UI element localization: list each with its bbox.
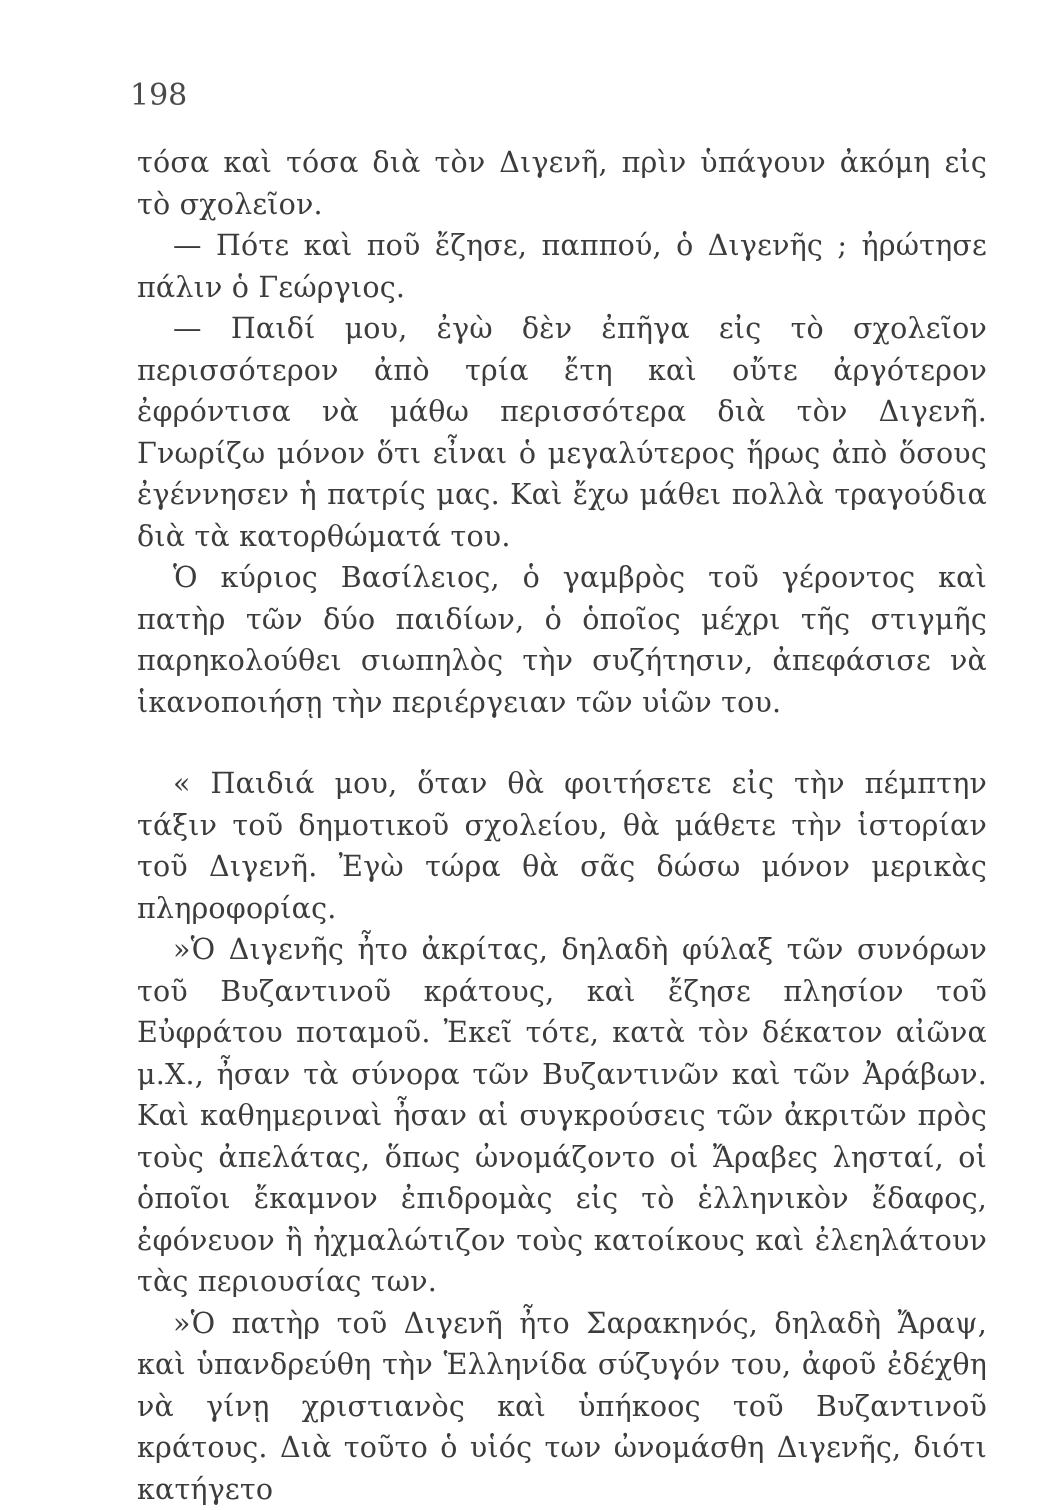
paragraph-digenis-akritas: »Ὁ Διγενῆς ἦτο ἀκρίτας, δηλαδὴ φύλαξ τῶν συνόρων τοῦ Βυζαντινοῦ κράτους, καὶ ἔζησε πλησίον τοῦ Εὐφράτου ποταμοῦ. Ἐκεῖ τότε, κατὰ τὸν δέκατον αἰῶνα μ.Χ., ἦσαν τὰ σύνορα τῶν Βυζαντινῶν καὶ τῶν Ἀράβων. Καὶ καθημεριναὶ ἦσαν αἱ συγκρούσεις τῶν ἀκριτῶν πρὸς τοὺς ἀπελάτας, ὅπως ὠνομάζοντο οἱ Ἄραβες λησταί, οἱ ὁποῖοι ἔκαμνον ἐπιδρομὰς εἰς τὸ ἑλληνικὸν ἔδαφος, ἐφόνευον ἢ ἠχμαλώτιζον τοὺς κατοίκους καὶ ἐλεηλάτουν τὰς περιουσίας των.: [137, 929, 987, 1303]
paragraph-grandfather-answer: — Παιδί μου, ἐγὼ δὲν ἐπῆγα εἰς τὸ σχολεῖον περισσότερον ἀπὸ τρία ἔτη καὶ οὔτε ἀργότερον ἐφρόντισα νὰ μάθω περισσότερα διὰ τὸν Διγενῆ. Γνωρίζω μόνον ὅτι εἶναι ὁ μεγαλύτερος ἥρως ἀπὸ ὅσους ἐγέννησεν ἡ πατρίς μας. Καὶ ἔχω μάθει πολλὰ τραγούδια διὰ τὰ κατορθώματά του.: [137, 308, 987, 557]
paragraph-digenis-father: »Ὁ πατὴρ τοῦ Διγενῆ ἦτο Σαρακηνός, δηλαδὴ Ἄραψ, καὶ ὑπανδρεύθη τὴν Ἑλληνίδα σύζυγόν του, ἀφοῦ ἐδέχθη νὰ γίνῃ χριστιανὸς καὶ ὑπήκοος τοῦ Βυζαντινοῦ κράτους. Διὰ τοῦτο ὁ υἱός των ὠνομάσθη Διγενῆς, διότι κατήγετο: [137, 1303, 987, 1510]
text-section-1: [137, 142, 987, 723]
paragraph-children-school: « Παιδιά μου, ὅταν θὰ φοιτήσετε εἰς τὴν πέμπτην τάξιν τοῦ δημοτικοῦ σχολείου, θὰ μάθετε τὴν ἱστορίαν τοῦ Διγενῆ. Ἐγὼ τώρα θὰ σᾶς δώσω μόνον μερικὰς πληροφορίας.: [137, 763, 987, 929]
text-section-2: [137, 763, 987, 1510]
paragraph-georgios-question: — Πότε καὶ ποῦ ἔζησε, παππού, ὁ Διγενῆς ; ἠρώτησε πάλιν ὁ Γεώργιος.: [137, 225, 987, 308]
page-number: 198: [130, 78, 187, 114]
paragraph-continuation: τόσα καὶ τόσα διὰ τὸν Διγενῆ, πρὶν ὑπάγουν ἀκόμη εἰς τὸ σχολεῖον.: [137, 142, 987, 225]
paragraph-vasileios: Ὁ κύριος Βασίλειος, ὁ γαμβρὸς τοῦ γέροντος καὶ πατὴρ τῶν δύο παιδίων, ὁ ὁποῖος μέχρι τῆς στιγμῆς παρηκολούθει σιωπηλὸς τὴν συζήτησιν, ἀπεφάσισε νὰ ἱκανοποιήσῃ τὴν περιέργειαν τῶν υἱῶν του.: [137, 557, 987, 723]
